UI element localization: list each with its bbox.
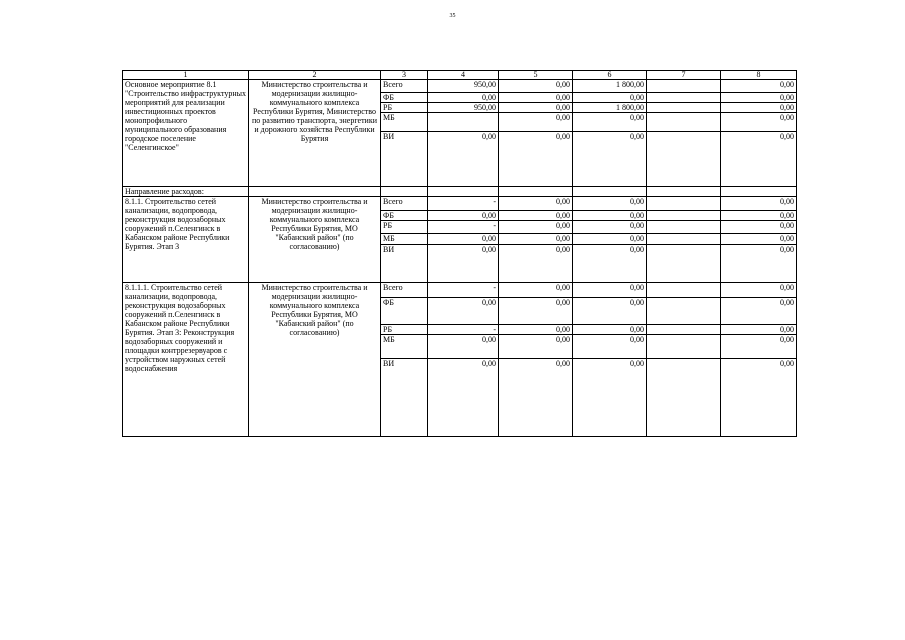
- value-cell: 0,00: [499, 113, 573, 132]
- value-cell: 0,00: [721, 113, 797, 132]
- value-cell: [647, 359, 721, 437]
- value-cell: [647, 298, 721, 325]
- header-cell: 3: [381, 71, 428, 80]
- value-cell: 0,00: [573, 283, 647, 298]
- source-cell: ФБ: [381, 93, 428, 103]
- value-cell: 0,00: [428, 211, 499, 221]
- header-cell: 6: [573, 71, 647, 80]
- value-cell: -: [428, 325, 499, 335]
- value-cell: 0,00: [721, 80, 797, 93]
- value-cell: [647, 80, 721, 93]
- source-cell: РБ: [381, 221, 428, 234]
- value-cell: 0,00: [573, 245, 647, 283]
- table-row: [123, 283, 797, 298]
- value-cell: 0,00: [573, 234, 647, 245]
- value-cell: 0,00: [499, 335, 573, 359]
- value-cell: [647, 132, 721, 187]
- value-cell: 0,00: [428, 298, 499, 325]
- direction-label: Направление расходов:: [123, 187, 249, 197]
- value-cell: 0,00: [499, 283, 573, 298]
- page-number: 35: [449, 13, 456, 19]
- value-cell: 0,00: [573, 298, 647, 325]
- value-cell: 0,00: [499, 132, 573, 187]
- executor-cell: Министерство строительства и модернизации жилищно-коммунального комплекса Республики Бурятия, МО "Кабанский район" (по согласованию): [249, 283, 381, 437]
- value-cell: 0,00: [573, 335, 647, 359]
- value-cell: 0,00: [573, 211, 647, 221]
- executor-cell: Министерство строительства и модернизации жилищно-коммунального комплекса Республики Бурятия, МО "Кабанский район" (по согласованию): [249, 197, 381, 283]
- value-cell: 0,00: [428, 335, 499, 359]
- source-cell: МБ: [381, 335, 428, 359]
- value-cell: 0,00: [428, 93, 499, 103]
- value-cell: [428, 113, 499, 132]
- value-cell: 0,00: [721, 132, 797, 187]
- value-cell: 0,00: [573, 113, 647, 132]
- value-cell: 0,00: [721, 93, 797, 103]
- header-cell: 5: [499, 71, 573, 80]
- value-cell: 1 800,00: [573, 103, 647, 113]
- value-cell: 0,00: [573, 93, 647, 103]
- source-cell: ВИ: [381, 245, 428, 283]
- measure-name-cell: Основное мероприятие 8.1 "Строительство инфраструктурных мероприятий для реализации инвестиционных проектов монопрофильного муниципального образования городское поселение "Селенгинское": [123, 80, 249, 187]
- budget-table: [122, 70, 797, 437]
- source-cell: Всего: [381, 283, 428, 298]
- value-cell: 0,00: [499, 80, 573, 93]
- value-cell: 0,00: [499, 234, 573, 245]
- header-cell: 7: [647, 71, 721, 80]
- value-cell: -: [428, 197, 499, 211]
- value-cell: [647, 197, 721, 211]
- value-cell: 0,00: [499, 359, 573, 437]
- table-row: [123, 197, 797, 211]
- header-cell: 4: [428, 71, 499, 80]
- value-cell: 0,00: [721, 359, 797, 437]
- value-cell: [647, 335, 721, 359]
- value-cell: 0,00: [573, 132, 647, 187]
- source-cell: МБ: [381, 234, 428, 245]
- value-cell: 0,00: [573, 221, 647, 234]
- value-cell: [647, 103, 721, 113]
- source-cell: ФБ: [381, 298, 428, 325]
- executor-cell: Министерство строительства и модернизации жилищно-коммунального комплекса Республики Бурятия, Министерство по развитию транспорта, энергетики и дорожного хозяйства Республики Бурятия: [249, 80, 381, 187]
- direction-row: [123, 187, 797, 197]
- header-row: [123, 71, 797, 80]
- value-cell: [647, 245, 721, 283]
- value-cell: 0,00: [573, 359, 647, 437]
- source-cell: РБ: [381, 103, 428, 113]
- value-cell: 0,00: [721, 221, 797, 234]
- header-cell: 8: [721, 71, 797, 80]
- header-cell: 2: [249, 71, 381, 80]
- value-cell: 0,00: [428, 359, 499, 437]
- value-cell: [647, 211, 721, 221]
- value-cell: 0,00: [499, 93, 573, 103]
- value-cell: 0,00: [573, 197, 647, 211]
- value-cell: -: [428, 221, 499, 234]
- value-cell: 0,00: [499, 245, 573, 283]
- measure-name-cell: 8.1.1. Строительство сетей канализации, водопровода, реконструкция водозаборных сооружений п.Селенгинск в Кабанском районе Республики Бурятия. Этап 3: [123, 197, 249, 283]
- value-cell: 1 800,00: [573, 80, 647, 93]
- value-cell: 0,00: [721, 197, 797, 211]
- value-cell: 0,00: [499, 211, 573, 221]
- source-cell: МБ: [381, 113, 428, 132]
- value-cell: 0,00: [499, 298, 573, 325]
- value-cell: 950,00: [428, 103, 499, 113]
- header-cell: 1: [123, 71, 249, 80]
- value-cell: 0,00: [573, 325, 647, 335]
- source-cell: ФБ: [381, 211, 428, 221]
- value-cell: [647, 221, 721, 234]
- value-cell: [647, 283, 721, 298]
- source-cell: ВИ: [381, 132, 428, 187]
- value-cell: 0,00: [499, 325, 573, 335]
- value-cell: -: [428, 283, 499, 298]
- value-cell: 0,00: [721, 335, 797, 359]
- value-cell: 950,00: [428, 80, 499, 93]
- value-cell: 0,00: [499, 103, 573, 113]
- value-cell: 0,00: [499, 197, 573, 211]
- value-cell: [647, 325, 721, 335]
- source-cell: Всего: [381, 197, 428, 211]
- value-cell: [647, 234, 721, 245]
- value-cell: 0,00: [499, 221, 573, 234]
- value-cell: 0,00: [721, 103, 797, 113]
- source-cell: Всего: [381, 80, 428, 93]
- value-cell: 0,00: [721, 298, 797, 325]
- source-cell: ВИ: [381, 359, 428, 437]
- value-cell: 0,00: [428, 234, 499, 245]
- value-cell: 0,00: [721, 245, 797, 283]
- measure-name-cell: 8.1.1.1. Строительство сетей канализации, водопровода, реконструкция водозаборных сооружений п.Селенгинск в Кабанском районе Республики Бурятия. Этап 3: Реконструкция водозаборных сооружений и площадки контррезервуаров с устройством наружных сетей водоснабжения: [123, 283, 249, 437]
- table-row: [123, 80, 797, 93]
- value-cell: 0,00: [721, 325, 797, 335]
- value-cell: [647, 93, 721, 103]
- value-cell: 0,00: [721, 234, 797, 245]
- value-cell: 0,00: [721, 283, 797, 298]
- value-cell: [647, 113, 721, 132]
- value-cell: 0,00: [721, 211, 797, 221]
- source-cell: РБ: [381, 325, 428, 335]
- value-cell: 0,00: [428, 245, 499, 283]
- value-cell: 0,00: [428, 132, 499, 187]
